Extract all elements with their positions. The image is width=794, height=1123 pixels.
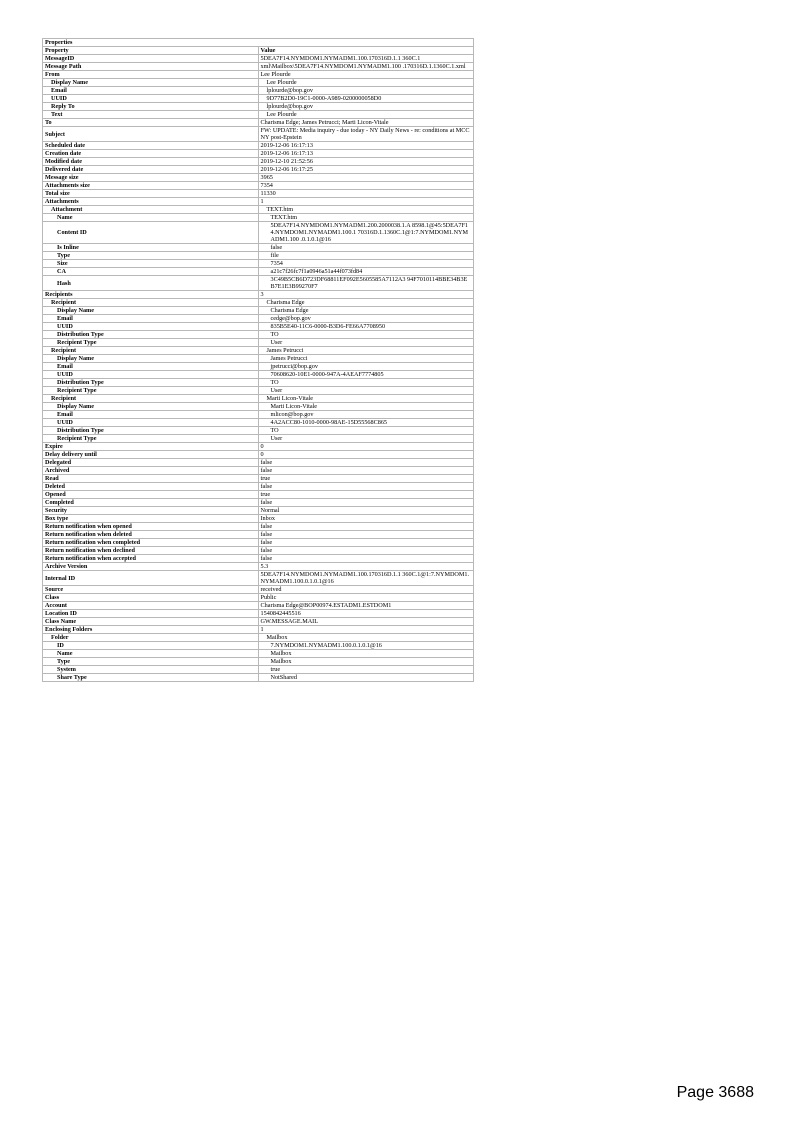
- property-value: User: [258, 387, 474, 395]
- table-row: [43, 63, 474, 71]
- property-value: Charisma Edge: [258, 307, 474, 315]
- table-row: [43, 142, 474, 150]
- table-row: [43, 222, 474, 244]
- property-value: User: [258, 339, 474, 347]
- property-key: UUID: [43, 419, 259, 427]
- property-key: Box type: [43, 515, 259, 523]
- property-value: 9D77B2D0-19C1-0000-A989-0200000058D0: [258, 95, 474, 103]
- property-key: UUID: [43, 323, 259, 331]
- table-row: [43, 547, 474, 555]
- property-key: Display Name: [43, 307, 259, 315]
- table-row: [43, 650, 474, 658]
- table-row: [43, 174, 474, 182]
- table-row: [43, 190, 474, 198]
- table-row: [43, 55, 474, 63]
- table-row: [43, 387, 474, 395]
- property-key: Text: [43, 111, 259, 119]
- property-value: 70608620-10E1-0000-947A-4AEAF7774805: [258, 371, 474, 379]
- table-row: [43, 411, 474, 419]
- property-value: James Petrucci: [258, 355, 474, 363]
- property-value: false: [258, 531, 474, 539]
- property-value: 7354: [258, 182, 474, 190]
- property-key: Is Inline: [43, 244, 259, 252]
- property-key: From: [43, 71, 259, 79]
- property-key: Read: [43, 475, 259, 483]
- property-value: 3C49B5CB6D723DF68811EF092E5605585A7112A3 94F7010114BBE34B3EB7E1E3B99270F7: [258, 276, 474, 291]
- column-header-property: Property: [43, 47, 259, 55]
- table-row: [43, 244, 474, 252]
- table-row: [43, 499, 474, 507]
- property-key: UUID: [43, 95, 259, 103]
- property-key: Return notification when declined: [43, 547, 259, 555]
- property-key: Email: [43, 363, 259, 371]
- property-value: a21c7f26fc7f1a0946a51a44f073fd84: [258, 268, 474, 276]
- property-value: TO: [258, 379, 474, 387]
- table-row: [43, 642, 474, 650]
- table-row: [43, 95, 474, 103]
- page-number: Page 3688: [676, 1084, 754, 1101]
- property-value: 835B5E40-11C6-0000-B3D6-FE66A7708950: [258, 323, 474, 331]
- property-key: Return notification when completed: [43, 539, 259, 547]
- property-key: Archived: [43, 467, 259, 475]
- property-key: Folder: [43, 634, 259, 642]
- table-row: [43, 467, 474, 475]
- property-key: Account: [43, 602, 259, 610]
- property-value: 2019-12-06 16:17:13: [258, 150, 474, 158]
- property-value: received: [258, 586, 474, 594]
- property-value: false: [258, 499, 474, 507]
- property-value: Public: [258, 594, 474, 602]
- table-row: [43, 355, 474, 363]
- property-value: xml\Mailbox\5DEA7F14.NYMDOM1.NYMADM1.100 .170316D.1.1360C.1.xml: [258, 63, 474, 71]
- property-key: Content ID: [43, 222, 259, 244]
- table-title: Properties: [43, 39, 474, 47]
- property-key: Type: [43, 658, 259, 666]
- property-key: ID: [43, 642, 259, 650]
- property-value: Lee Plourde: [258, 79, 474, 87]
- table-row: [43, 610, 474, 618]
- table-row: [43, 515, 474, 523]
- property-key: Recipient: [43, 299, 259, 307]
- table-row: [43, 586, 474, 594]
- table-row: [43, 403, 474, 411]
- property-key: Recipient Type: [43, 387, 259, 395]
- property-value: 2019-12-06 16:17:13: [258, 142, 474, 150]
- property-key: Creation date: [43, 150, 259, 158]
- table-row: [43, 260, 474, 268]
- table-row: [43, 276, 474, 291]
- property-key: Enclosing Folders: [43, 626, 259, 634]
- property-value: James Petrucci: [258, 347, 474, 355]
- property-value: Lee Plourde: [258, 111, 474, 119]
- property-value: false: [258, 244, 474, 252]
- table-row: [43, 435, 474, 443]
- property-value: Charisma Edge: [258, 299, 474, 307]
- property-value: lplourde@bop.gov: [258, 87, 474, 95]
- table-row: [43, 459, 474, 467]
- table-row: [43, 127, 474, 142]
- table-row: [43, 166, 474, 174]
- table-row: [43, 79, 474, 87]
- table-row: [43, 71, 474, 79]
- table-row: [43, 626, 474, 634]
- property-key: Class: [43, 594, 259, 602]
- table-row: [43, 111, 474, 119]
- property-value: TO: [258, 427, 474, 435]
- property-key: Recipients: [43, 291, 259, 299]
- table-row: [43, 347, 474, 355]
- table-row: [43, 658, 474, 666]
- property-key: Delegated: [43, 459, 259, 467]
- property-value: lplourde@bop.gov: [258, 103, 474, 111]
- property-value: Lee Plourde: [258, 71, 474, 79]
- property-key: Type: [43, 252, 259, 260]
- property-value: true: [258, 475, 474, 483]
- property-value: false: [258, 483, 474, 491]
- property-key: Return notification when deleted: [43, 531, 259, 539]
- table-row: [43, 307, 474, 315]
- table-row: [43, 252, 474, 260]
- property-value: false: [258, 555, 474, 563]
- table-row: [43, 531, 474, 539]
- table-row: [43, 427, 474, 435]
- table-row: [43, 206, 474, 214]
- table-row: [43, 323, 474, 331]
- property-value: 1: [258, 198, 474, 206]
- property-value: 4A2ACC80-1010-0000-98AE-15D55568C865: [258, 419, 474, 427]
- table-row: [43, 451, 474, 459]
- property-key: Message size: [43, 174, 259, 182]
- table-row: [43, 182, 474, 190]
- property-value: false: [258, 459, 474, 467]
- property-value: Charisma Edge@BOP00974.ESTADM1.ESTDOM1: [258, 602, 474, 610]
- table-row: [43, 618, 474, 626]
- property-value: 1: [258, 626, 474, 634]
- table-row: [43, 666, 474, 674]
- table-row: [43, 523, 474, 531]
- property-value: cedge@bop.gov: [258, 315, 474, 323]
- property-key: Email: [43, 411, 259, 419]
- property-key: Delay delivery until: [43, 451, 259, 459]
- property-value: 5DEA7F14.NYMDOM1.NYMADM1.100.170316D.1.1 360C.1: [258, 55, 474, 63]
- property-value: Inbox: [258, 515, 474, 523]
- property-value: TEXT.htm: [258, 206, 474, 214]
- property-key: MessageID: [43, 55, 259, 63]
- property-key: Return notification when accepted: [43, 555, 259, 563]
- property-key: Source: [43, 586, 259, 594]
- property-value: 7.NYMDOM1.NYMADM1.100.0.1.0.1@16: [258, 642, 474, 650]
- table-row: [43, 119, 474, 127]
- property-value: 3: [258, 291, 474, 299]
- property-value: 0: [258, 443, 474, 451]
- property-key: Display Name: [43, 79, 259, 87]
- table-row: [43, 103, 474, 111]
- property-key: Internal ID: [43, 571, 259, 586]
- property-value: Mailbox: [258, 634, 474, 642]
- property-value: 7354: [258, 260, 474, 268]
- table-row: [43, 483, 474, 491]
- table-row: [43, 214, 474, 222]
- table-row: [43, 507, 474, 515]
- table-row: [43, 491, 474, 499]
- table-title-row: [43, 39, 474, 47]
- table-row: [43, 634, 474, 642]
- property-value: 0: [258, 451, 474, 459]
- property-value: jpetrucci@bop.gov: [258, 363, 474, 371]
- property-value: NotShared: [258, 674, 474, 682]
- property-key: Delivered date: [43, 166, 259, 174]
- property-key: Total size: [43, 190, 259, 198]
- property-value: true: [258, 666, 474, 674]
- properties-table: [42, 38, 474, 682]
- properties-table-body: [43, 39, 474, 682]
- property-key: Recipient: [43, 347, 259, 355]
- table-row: [43, 339, 474, 347]
- table-row: [43, 87, 474, 95]
- property-value: 3965: [258, 174, 474, 182]
- property-value: Mailbox: [258, 650, 474, 658]
- property-key: Class Name: [43, 618, 259, 626]
- property-value: false: [258, 539, 474, 547]
- property-value: Mailbox: [258, 658, 474, 666]
- property-key: Scheduled date: [43, 142, 259, 150]
- table-row: [43, 158, 474, 166]
- table-row: [43, 563, 474, 571]
- property-value: Normal: [258, 507, 474, 515]
- property-key: To: [43, 119, 259, 127]
- property-value: FW: UPDATE: Media inquiry - due today - NY Daily News - re: conditions at MCC NY post-Epstein: [258, 127, 474, 142]
- property-value: 5DEA7F14.NYMDOM1.NYMADM1.100.170316D.1.1 360C.1@1:7.NYMDOM1.NYMADM1.100.0.1.0.1@16: [258, 571, 474, 586]
- table-row: [43, 299, 474, 307]
- property-key: CA: [43, 268, 259, 276]
- property-key: Security: [43, 507, 259, 515]
- property-value: 5.3: [258, 563, 474, 571]
- property-key: Expire: [43, 443, 259, 451]
- property-key: Attachments size: [43, 182, 259, 190]
- property-key: Distribution Type: [43, 427, 259, 435]
- table-row: [43, 315, 474, 323]
- property-key: Attachment: [43, 206, 259, 214]
- property-key: Reply To: [43, 103, 259, 111]
- property-key: Opened: [43, 491, 259, 499]
- column-header-value: Value: [258, 47, 474, 55]
- property-value: false: [258, 547, 474, 555]
- property-value: TEXT.htm: [258, 214, 474, 222]
- property-key: Display Name: [43, 355, 259, 363]
- property-value: User: [258, 435, 474, 443]
- table-row: [43, 475, 474, 483]
- property-key: Recipient Type: [43, 339, 259, 347]
- property-key: Subject: [43, 127, 259, 142]
- property-value: Charisma Edge; James Petrucci; Marti Licon-Vitale: [258, 119, 474, 127]
- table-row: [43, 594, 474, 602]
- property-key: Deleted: [43, 483, 259, 491]
- table-row: [43, 198, 474, 206]
- property-key: Archive Version: [43, 563, 259, 571]
- property-key: System: [43, 666, 259, 674]
- property-key: Location ID: [43, 610, 259, 618]
- property-key: Completed: [43, 499, 259, 507]
- property-key: Attachments: [43, 198, 259, 206]
- property-value: Marti Licon-Vitale: [258, 395, 474, 403]
- property-value: false: [258, 523, 474, 531]
- property-key: Hash: [43, 276, 259, 291]
- property-key: Email: [43, 315, 259, 323]
- table-row: [43, 371, 474, 379]
- property-key: Modified date: [43, 158, 259, 166]
- property-key: Share Type: [43, 674, 259, 682]
- property-key: Distribution Type: [43, 331, 259, 339]
- table-row: [43, 150, 474, 158]
- table-row: [43, 602, 474, 610]
- property-value: GW.MESSAGE.MAIL: [258, 618, 474, 626]
- table-row: [43, 331, 474, 339]
- property-value: 2019-12-06 16:17:25: [258, 166, 474, 174]
- property-key: Email: [43, 87, 259, 95]
- property-key: Size: [43, 260, 259, 268]
- property-value: 1540842445516: [258, 610, 474, 618]
- table-row: [43, 555, 474, 563]
- property-value: false: [258, 467, 474, 475]
- table-row: [43, 291, 474, 299]
- property-key: Name: [43, 650, 259, 658]
- property-key: Distribution Type: [43, 379, 259, 387]
- table-row: [43, 674, 474, 682]
- property-value: true: [258, 491, 474, 499]
- table-header-row: [43, 47, 474, 55]
- table-row: [43, 419, 474, 427]
- table-row: [43, 539, 474, 547]
- property-key: Recipient: [43, 395, 259, 403]
- table-row: [43, 363, 474, 371]
- table-row: [43, 268, 474, 276]
- property-value: 5DEA7F14.NYMDOM1.NYMADM1.200.2000038.1.A 8598.1@45:5DEA7F14.NYMDOM1.NYMADM1.100.1 70316D.1.1360C.1@1:7.NYMDOM1.NYMADM1.100 .0.1.0.1@16: [258, 222, 474, 244]
- property-key: Message Path: [43, 63, 259, 71]
- property-key: Display Name: [43, 403, 259, 411]
- property-value: 2019-12-10 21:52:56: [258, 158, 474, 166]
- property-value: mlicon@bop.gov: [258, 411, 474, 419]
- property-key: Recipient Type: [43, 435, 259, 443]
- table-row: [43, 443, 474, 451]
- property-value: TO: [258, 331, 474, 339]
- property-key: UUID: [43, 371, 259, 379]
- property-key: Return notification when opened: [43, 523, 259, 531]
- property-value: Marti Licon-Vitale: [258, 403, 474, 411]
- table-row: [43, 395, 474, 403]
- table-row: [43, 571, 474, 586]
- property-value: 11330: [258, 190, 474, 198]
- property-key: Name: [43, 214, 259, 222]
- table-row: [43, 379, 474, 387]
- property-value: file: [258, 252, 474, 260]
